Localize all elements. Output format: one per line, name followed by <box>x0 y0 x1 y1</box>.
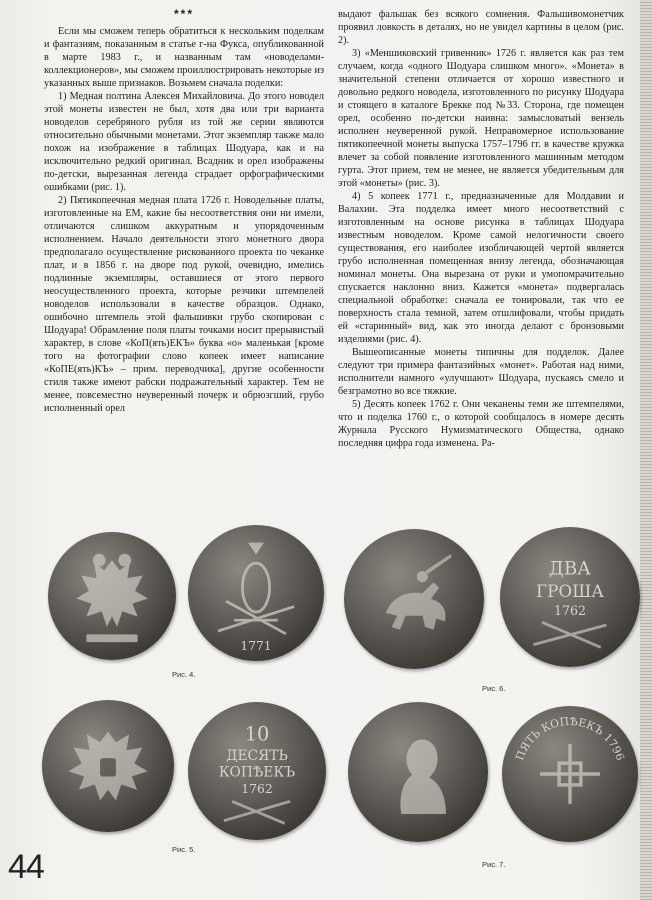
paragraph: 4) 5 копеек 1771 г., предназначенные для Молдавии и Валахии. Эта подделка имеет много несоответствий с изготовленным на основе рисунка в таблицах Шодуара известным новоделом. Кроме самой нелогичности своего существования, его наиболее изобличающей чертой является грубо исполненная помещенная внизу легенда, обозначающая номинал монеты. Она вырезана от руки и умопомрачительно спускается наклонно вниз. Кажется «монета» подвергалась специальной обработке: сначала ее тонировали, так что ее поверхность стала темной, затем отшлифовали, чтобы придать ей «старинный» вид, как это иногда делают с бронзовыми изделиями (рис. 4). <box>338 191 624 345</box>
portrait-icon <box>348 702 488 842</box>
fig5-obverse-coin <box>42 700 174 832</box>
right-column <box>338 8 624 450</box>
cross-monogram-icon <box>502 706 638 842</box>
paragraph: Если мы сможем теперь обратиться к нескольким поделкам и фантазиям, показанным в статье г-на Фукса, опубликованной в марте 1983 г., и названным там «новоделами-коллекционеров», мы сможем проиллюстрировать некоторые из указанных выше признаков. Возьмем сначала поделки: <box>44 26 324 89</box>
paragraph: 1) Медная полтина Алексея Михайловича. До этого новодел этой монеты известен не был, хотя два или три варианта новоделов серебряного рубля из той же серии являются относительно обычными монетами. Этот экземпляр также мало похож на изображение в таблицах Шодуара, как и на исключительно редкий оригинал. Всадник и орел изображены по-детски, вырезанная легенда страдает орфографическими ошибками (рис. 1). <box>44 91 324 193</box>
fig7-caption: Рис. 7. <box>482 860 506 869</box>
fig4-reverse-coin <box>188 525 324 661</box>
fig7-obverse-coin <box>348 702 488 842</box>
paragraph: 2) Пятикопеечная медная плата 1726 г. Новодельные платы, изготовленные на ЕМ, какие бы несоответствия они ни имели, отличаются слишком аккуратным и упорядоченным исполнением. Начало деятельности этого монетного двора предполагало осуществление рискованного проекта по чеканке плат, и в 1856 г. на дворе под рукой, очевидно, имелись подлинные экземпляры, оставшиеся от этого первого неосуществленного проекта, которые резчики штемпелей новоделов использовали в качестве образцов. Однако, ошибочно штемпель этой фальшивки грубо скопирован с Шодуара! Обрамление поля платы точками носит прерывистый характер, в слове «КоП(ять)ЕКЪ» буква «о» маленькая [кроме того на фотографии слово копеек имеет написание «КоПЕ(ять)КЪ» – прим. переводчика], другие особенности стиля также имеют рабски подражательный характер. Тем не менее, повсеместно неуверенный почерк и обрюзгший, грубо исполненный орел <box>44 195 324 414</box>
paragraph: Вышеописанные монеты типичны для подделок. Далее следуют три примера фантазийных «монет». Работая над ними, исполнители намного «улучшают» Шодуара, пускаясь смело и безграмотно во все тяжкие. <box>338 347 624 397</box>
svg-text:1762: 1762 <box>553 603 587 619</box>
svg-text:10: 10 <box>244 722 270 746</box>
section-separator: *** <box>173 7 194 21</box>
fig4-caption: Рис. 4. <box>172 670 196 679</box>
fig4-obverse-coin <box>48 532 176 660</box>
fig6-reverse-coin <box>500 527 640 667</box>
page-number: 44 <box>8 848 44 886</box>
svg-text:КОПѢЕКЪ: КОПѢЕКЪ <box>218 764 296 781</box>
double-eagle-icon <box>42 700 174 832</box>
svg-text:1762: 1762 <box>241 781 273 797</box>
fig5-caption: Рис. 5. <box>172 845 196 854</box>
page-edge <box>640 0 652 900</box>
svg-text:ДЕСЯТЬ: ДЕСЯТЬ <box>226 747 288 764</box>
fig5-reverse-coin <box>188 702 326 840</box>
monogram-trophy-icon <box>188 525 324 661</box>
svg-text:ДВА: ДВА <box>549 558 591 580</box>
denomination-ten-kopecks-icon <box>188 702 326 840</box>
paragraph: 3) «Меншиковский гривенник» 1726 г. является как раз тем случаем, когда «одного Шодуара слишком много». «Монета» в значительной степени отличается от хорошо известного и довольно редкого новодела, изготовленного по рисунку Шодуара и стоящего в каталоге Брекке под №33. Сторона, где помещен орел, особенно по-детски наивна: замысловатый вензель исполнен неуверенной рукой. Неправомерное использование пятикопеечной монеты выпуска 1757–1796 гг. в качестве кружка влечет за собой появление изготовленного машинным методом гурта. Этот прием, тем не менее, не является убедительным для этой «монеты» (рис. 3). <box>338 48 624 189</box>
fig6-obverse-coin <box>344 529 484 669</box>
paragraph: выдают фальшак без всякого сомнения. Фальшивомонетчик проявил ловкость в деталях, но не увидел картины в целом (рис. 2). <box>338 9 624 46</box>
svg-text:ПЯТЬ КОПѢЕКЪ 1796: ПЯТЬ КОПѢЕКЪ 1796 <box>513 714 627 763</box>
horseman-icon <box>344 529 484 669</box>
double-eagle-icon <box>48 532 176 660</box>
fig6-caption: Рис. 6. <box>482 684 506 693</box>
left-column <box>44 8 324 415</box>
denomination-two-grosh-icon <box>500 527 640 667</box>
paragraph: 5) Десять копеек 1762 г. Они чеканены теми же штемпелями, что и поделка 1760 г., о которой сообщалось в номере десять Журнала Русского Нумизматического Общества, однако последняя цифра года изменена. Ра- <box>338 399 624 449</box>
svg-text:ГРОША: ГРОША <box>535 581 605 601</box>
svg-text:1771: 1771 <box>240 639 272 654</box>
fig7-reverse-coin <box>502 706 638 842</box>
